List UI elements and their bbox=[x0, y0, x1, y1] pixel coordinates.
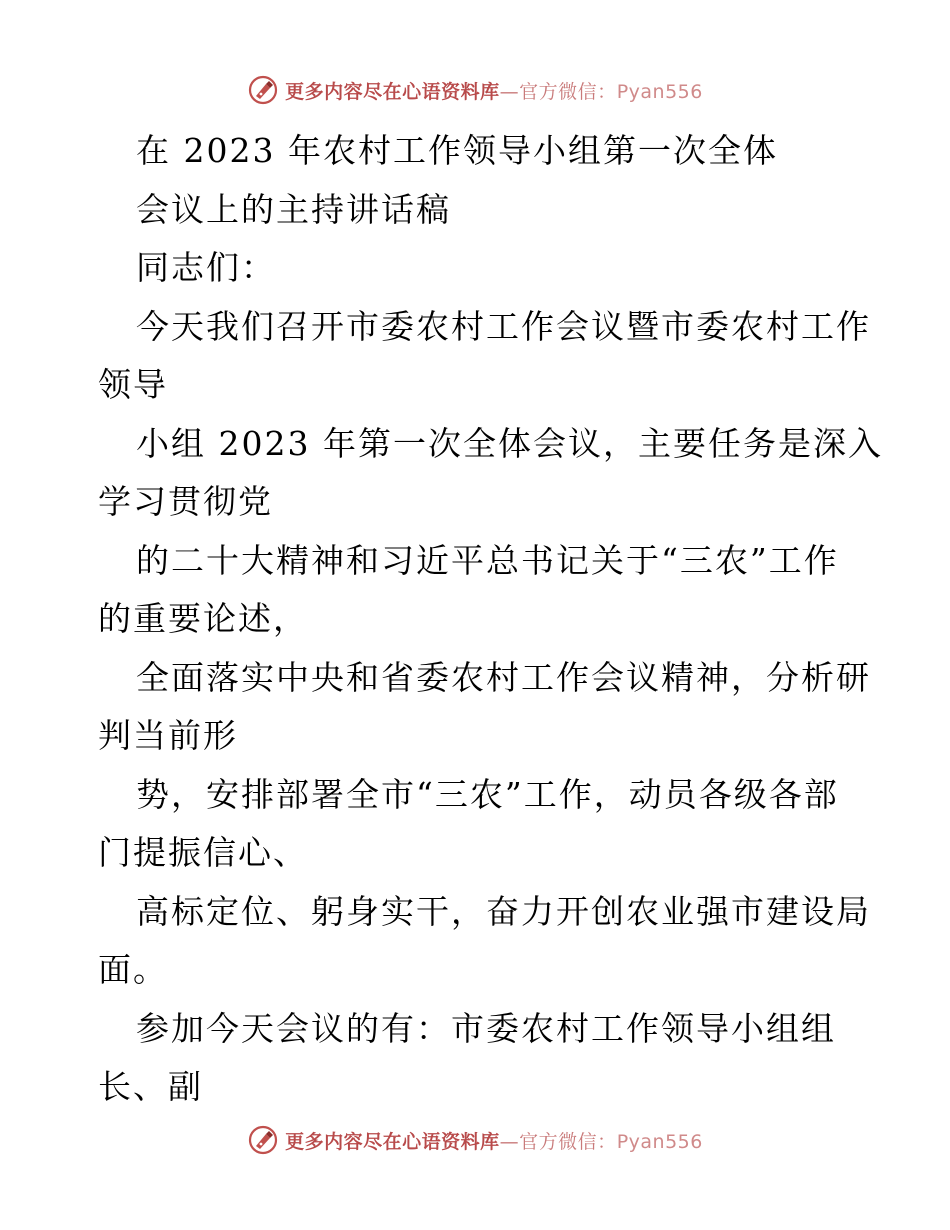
header-watermark bbox=[0, 74, 950, 106]
document-line: 门提振信心、 bbox=[98, 833, 308, 872]
watermark-text: 更多内容尽在心语资料库—官方微信：Pyan556 bbox=[285, 1130, 703, 1153]
document-line: 的重要论述， bbox=[98, 599, 308, 638]
pen-nib-logo-icon bbox=[247, 74, 279, 106]
document-line: 参加今天会议的有：市委农村工作领导小组组 bbox=[136, 1008, 836, 1048]
document-line: 高标定位、躬身实干，奋力开创农业强市建设局 bbox=[136, 891, 871, 931]
document-line: 同志们： bbox=[136, 248, 276, 287]
document-line: 今天我们召开市委农村工作会议暨市委农村工作 bbox=[136, 306, 871, 346]
document-line: 会议上的主持讲话稿 bbox=[136, 189, 451, 229]
document-line: 学习贯彻党 bbox=[98, 482, 273, 521]
document-line: 势，安排部署全市“三农”工作，动员各级各部 bbox=[136, 774, 839, 814]
document-line: 面。 bbox=[98, 950, 168, 989]
document-line: 领导 bbox=[98, 365, 168, 404]
watermark-text: 更多内容尽在心语资料库—官方微信：Pyan556 bbox=[285, 80, 703, 103]
pen-nib-logo-icon bbox=[247, 1124, 279, 1156]
document-line: 的二十大精神和习近平总书记关于“三农”工作 bbox=[136, 540, 839, 580]
footer-watermark bbox=[0, 1124, 950, 1156]
document-line: 小组 2023 年第一次全体会议，主要任务是深入 bbox=[136, 423, 883, 463]
document-body bbox=[98, 122, 883, 1117]
document-line: 全面落实中央和省委农村工作会议精神，分析研 bbox=[136, 657, 871, 697]
document-line: 判当前形 bbox=[98, 716, 238, 755]
document-line: 在 2023 年农村工作领导小组第一次全体 bbox=[136, 131, 778, 170]
document-line: 长、副 bbox=[98, 1067, 203, 1106]
